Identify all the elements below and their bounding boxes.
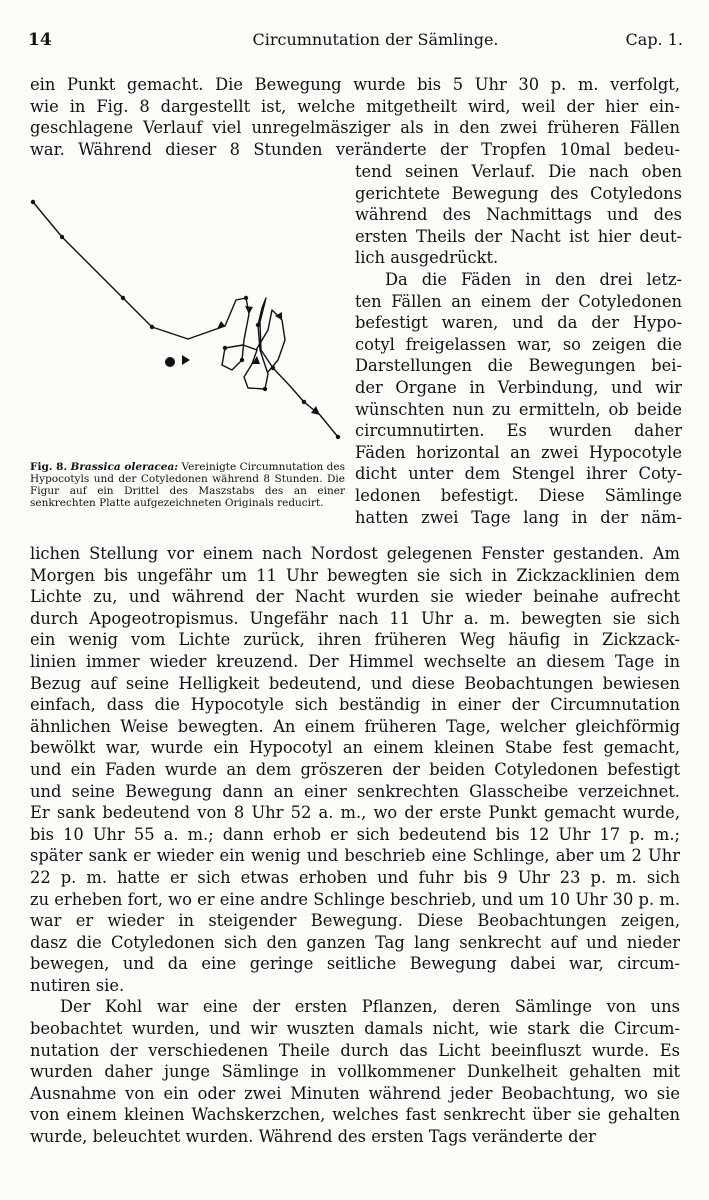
text-line: und seine Bewegung dann an einer senkrechten Glasscheibe verzeichnet. (30, 781, 680, 801)
text-line: dicht unter dem Stengel ihrer Coty- (355, 464, 682, 484)
trace-point (302, 400, 306, 404)
trace-point (223, 346, 227, 350)
text-line: während des Nachmittags und des (355, 205, 682, 225)
trace-point (336, 435, 340, 439)
text-line: war. Während dieser 8 Stunden veränderte der Tropfen 10mal bedeu- (30, 139, 680, 159)
text-line: wurden daher junge Sämlinge in vollkommener Dunkelheit gehalten mit (30, 1062, 680, 1082)
trace-point (240, 358, 244, 362)
text-line: Morgen bis ungefähr um 11 Uhr bewegten sie sich in Zickzacklinien dem (30, 565, 680, 585)
running-title: Circumnutation der Sämlinge. (252, 30, 499, 49)
text-line: und ein Faden wurde an dem gröszeren der beiden Cotyledonen befestigt (30, 759, 680, 779)
text-line: zu erheben fort, wo er eine andre Schlinge beschrieb, und um 10 Uhr 30 p. m. (30, 889, 680, 909)
text-block-top (30, 74, 680, 160)
text-line: tend seinen Verlauf. Die nach oben (355, 162, 682, 181)
page-number: 14 (28, 30, 52, 50)
text-line: bewegen, und da eine geringe seitliche Bewegung dabei war, circum- (30, 954, 680, 974)
text-line: dasz die Cotyledonen sich den ganzen Tag lang senkrecht auf und nieder (30, 932, 680, 952)
text-line: ähnlichen Weise bewegten. An einem früheren Tage, welcher gleichförmig (30, 716, 680, 736)
page-header (28, 30, 683, 54)
text-line: nutiren sie. (30, 975, 125, 995)
chapter-label: Cap. 1. (625, 30, 683, 49)
trace-point (150, 325, 154, 329)
text-line: gerichtete Bewegung des Cotyledons (355, 183, 682, 203)
text-line: war er wieder in steigender Bewegung. Diese Beobachtungen zeigen, (30, 911, 680, 931)
text-line: durch Apogeotropismus. Ungefähr nach 11 Uhr a. m. bewegten sie sich (30, 608, 680, 628)
trace-point (256, 323, 260, 327)
figure-species: Brassica oleracea: (70, 461, 179, 473)
text-line: von einem kleinen Wachskerzchen, welches fast senkrecht über sie gehalten (30, 1105, 680, 1125)
text-line: circumnutirten. Es wurden daher (355, 421, 682, 441)
text-line: Bezug auf seine Helligkeit bedeutend, und diese Beobachtungen bewiesen (30, 673, 680, 693)
text-line: Darstellungen die Bewegungen bei- (355, 356, 682, 376)
text-line: befestigt waren, und da der Hypo- (355, 313, 682, 333)
text-line: beobachtet wurden, und wir wuszten damals nicht, wie stark die Circum- (30, 1019, 680, 1039)
figure-caption-text: Vereinigte Circumnutation des Hypocotyls und der Cotyledonen während 8 Stunden. Die Figur auf ein Drittel des Maszstabs des an einer senkrechten Platte aufgezeichneten Originals reducirt. (30, 461, 345, 509)
text-line: Da die Fäden in den drei letz- (385, 269, 682, 289)
text-line: geschlagene Verlauf viel unregelmäsziger als in den zwei früheren Fällen (30, 118, 680, 138)
trace-point (60, 235, 64, 239)
text-line: 22 p. m. hatte er sich etwas erhoben und fuhr bis 9 Uhr 23 p. m. sich (30, 867, 680, 887)
text-line: linien immer wieder kreuzend. Der Himmel wechselte an diesem Tage in (30, 651, 680, 671)
trace-start-dot (165, 357, 175, 367)
text-line: wie in Fig. 8 dargestellt ist, welche mitgetheilt wird, weil der hier ein- (30, 96, 680, 116)
trace-point (263, 387, 267, 391)
text-line: Er sank bedeutend von 8 Uhr 52 a. m., wo der erste Punkt gemacht wurde, (30, 803, 680, 823)
text-line: wünschten nun zu ermitteln, ob beide (355, 399, 682, 419)
text-line: Ausnahme von ein oder zwei Minuten während jeder Beobachtung, wo sie (30, 1083, 680, 1103)
text-line: wurde, beleuchtet wurden. Während des ersten Tags veränderte der (30, 1127, 596, 1147)
text-line: ten Fällen an einem der Cotyledonen (355, 291, 682, 311)
text-line: bis 10 Uhr 55 a. m.; dann erhob er sich bedeutend bis 12 Uhr 17 p. m.; (30, 824, 680, 844)
text-line: später sank er wieder ein wenig und beschrieb eine Schlinge, aber um 2 Uhr (30, 846, 680, 866)
arrow-head (245, 306, 253, 314)
trace-point (121, 296, 125, 300)
text-line: der Organe in Verbindung, und wir (355, 377, 682, 397)
trace-point (244, 296, 248, 300)
text-column-right (355, 161, 682, 528)
text-line: cotyl freigelassen war, so zeigen die (355, 334, 682, 354)
text-line: Lichte zu, und während der Nacht wurden sie wieder beinahe aufrecht (30, 587, 680, 607)
text-line: nutation der verschiedenen Theile durch das Licht beeinfluszt wurde. Es (30, 1040, 680, 1060)
text-line: ein wenig vom Lichte zurück, ihren früheren Weg häufig in Zickzack- (30, 630, 680, 650)
text-line: ein Punkt gemacht. Die Bewegung wurde bis 5 Uhr 30 p. m. verfolgt, (30, 75, 680, 94)
text-line: ersten Theils der Nacht ist hier deut- (355, 226, 682, 246)
arrow-head (182, 355, 190, 365)
trace-point (31, 200, 35, 204)
trace-point (271, 366, 275, 370)
text-line: lich ausgedrückt. (355, 248, 499, 268)
figure-caption (30, 461, 345, 509)
figure-8-circumnutation-tracing (20, 190, 350, 445)
text-line: ledonen befestigt. Diese Sämlinge (355, 485, 682, 505)
trace-path (33, 202, 338, 437)
text-line: einfach, dass die Hypocotyle sich beständig in einer der Circumnutation (30, 695, 680, 715)
arrow-head (311, 406, 320, 415)
figure-label: Fig. 8. (30, 461, 68, 473)
text-line: lichen Stellung vor einem nach Nordost gelegenen Fenster gestanden. Am (30, 544, 680, 563)
text-line: Der Kohl war eine der ersten Pflanzen, deren Sämlinge von uns (60, 997, 680, 1017)
text-line: bewölkt war, wurde ein Hypocotyl an einem kleinen Stabe fest gemacht, (30, 738, 680, 758)
text-line: Fäden horizontal an zwei Hypocotyle (355, 442, 682, 462)
text-line: hatten zwei Tage lang in der näm- (355, 507, 682, 527)
text-block-bottom (30, 543, 680, 1148)
